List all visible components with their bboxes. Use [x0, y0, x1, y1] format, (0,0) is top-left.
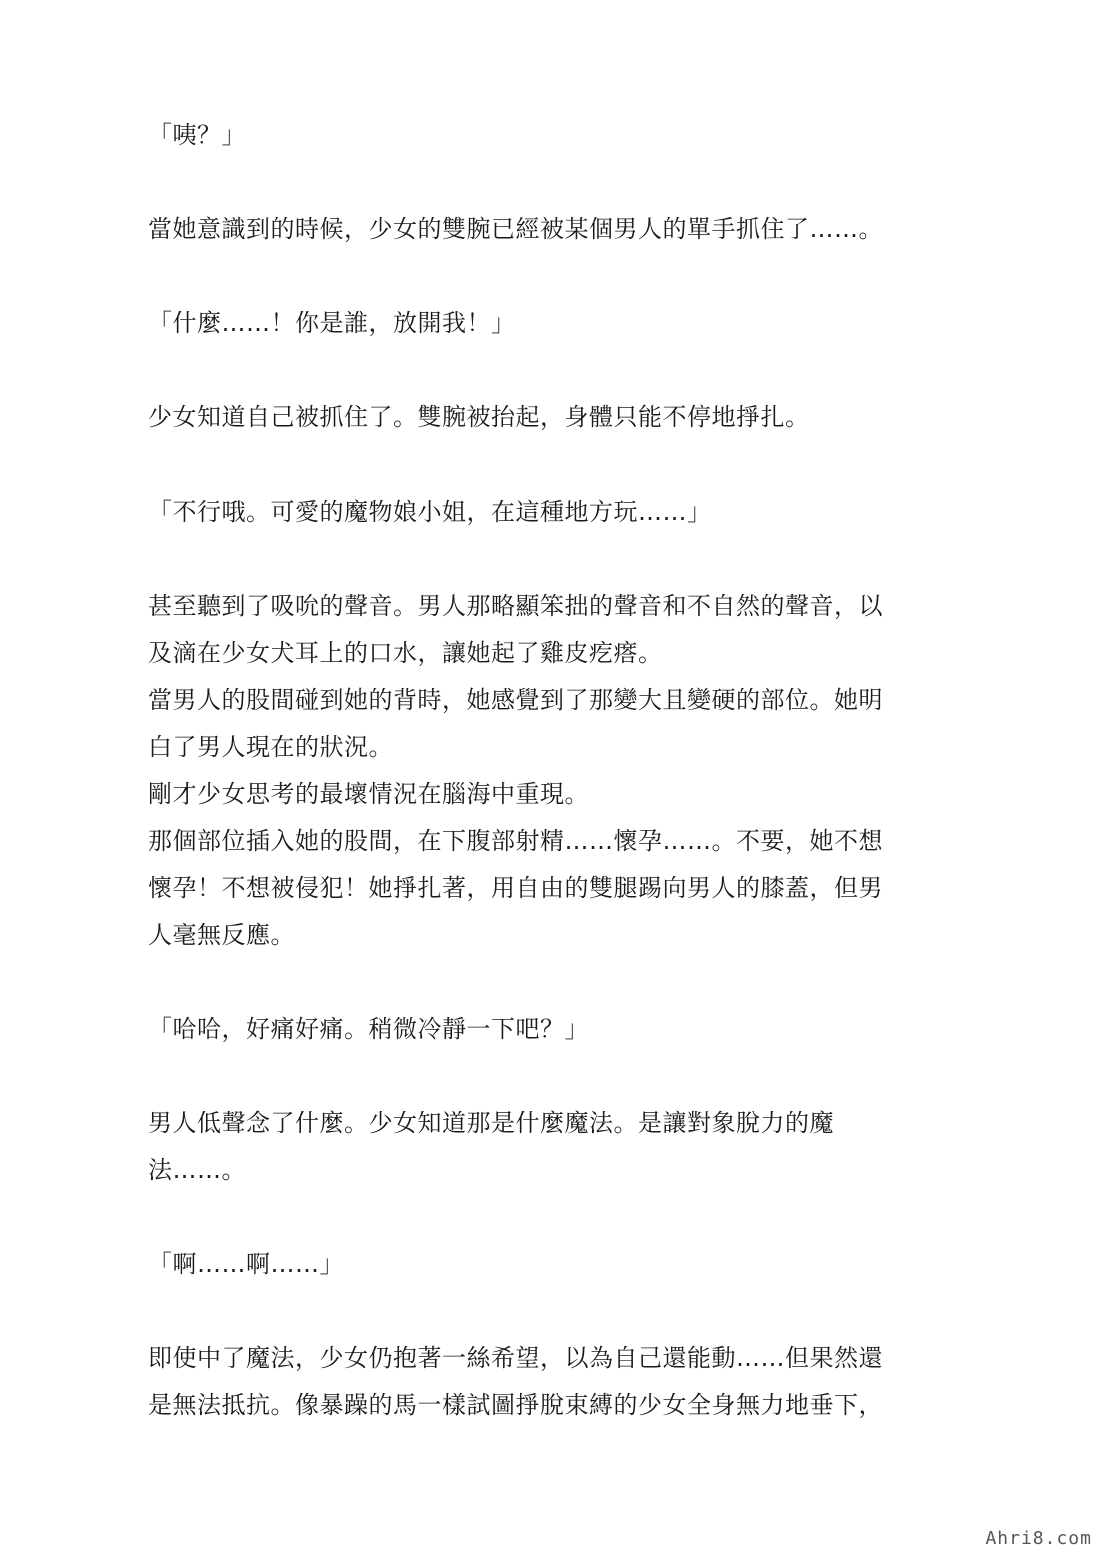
text-line: 當她意識到的時候，少女的雙腕已經被某個男人的單手抓住了……。	[148, 215, 883, 243]
text-line: 少女知道自己被抓住了。雙腕被抬起，身體只能不停地掙扎。	[148, 403, 810, 431]
text-line: 「不行哦。可愛的魔物娘小姐，在這種地方玩……」	[148, 498, 712, 526]
text-line: 「什麼……！你是誰，放開我！」	[148, 309, 516, 337]
text-line: 「咦？」	[148, 121, 246, 149]
text-line: 法……。	[148, 1156, 246, 1184]
text-line: 懷孕！不想被侵犯！她掙扎著，用自由的雙腿踢向男人的膝蓋，但男	[148, 874, 883, 902]
text-line: 白了男人現在的狀況。	[148, 733, 393, 761]
text-line: 及滴在少女犬耳上的口水，讓她起了雞皮疙瘩。	[148, 639, 663, 667]
text-line: 即使中了魔法，少女仍抱著一絲希望，以為自己還能動……但果然還	[148, 1344, 883, 1372]
text-line: 「哈哈，好痛好痛。稍微冷靜一下吧？」	[148, 1015, 589, 1043]
text-line: 人毫無反應。	[148, 921, 295, 949]
text-line: 甚至聽到了吸吮的聲音。男人那略顯笨拙的聲音和不自然的聲音，以	[148, 592, 883, 620]
text-line: 男人低聲念了什麼。少女知道那是什麼魔法。是讓對象脫力的魔	[148, 1109, 834, 1137]
text-line: 那個部位插入她的股間，在下腹部射精……懷孕……。不要，她不想	[148, 827, 883, 855]
text-line: 當男人的股間碰到她的背時，她感覺到了那變大且變硬的部位。她明	[148, 686, 883, 714]
text-line: 是無法抵抗。像暴躁的馬一樣試圖掙脫束縛的少女全身無力地垂下，	[148, 1391, 883, 1419]
text-line: 剛才少女思考的最壞情況在腦海中重現。	[148, 780, 589, 808]
text-line: 「啊……啊……」	[148, 1250, 344, 1278]
watermark: Ahri8.com	[985, 1528, 1092, 1549]
